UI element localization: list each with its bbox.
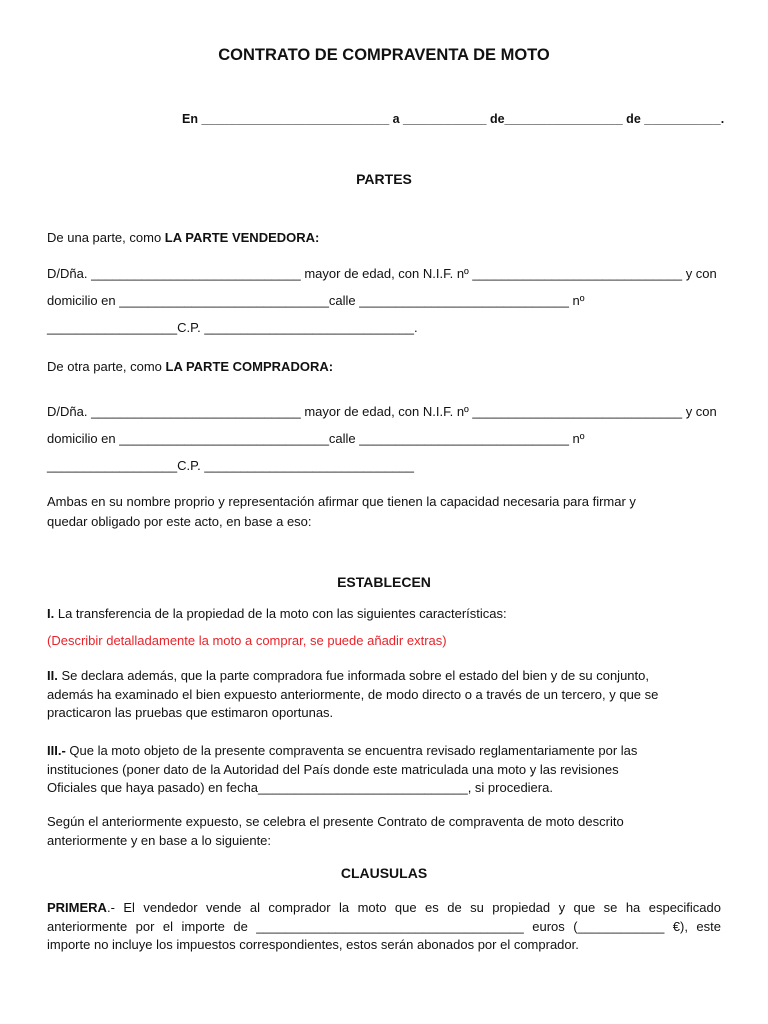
clause-iii-text: Que la moto objeto de la presente compraventa se encuentra revisado reglamentariamente por las xyxy=(65,743,638,758)
clause-primera-line-3: importe no incluye los impuestos correspondientes, estos serán abonados por el comprador. xyxy=(47,937,579,952)
section-heading-clausulas: CLAUSULAS xyxy=(340,865,428,881)
clause-ii-label: II. xyxy=(47,668,58,683)
buyer-intro-prefix: De otra parte, como xyxy=(47,359,166,374)
seller-intro-label: LA PARTE VENDEDORA: xyxy=(164,230,320,245)
capacity-statement-line-1: Ambas en su nombre proprio y representación afirmar que tienen la capacidad necesaria para firmar y xyxy=(47,494,636,509)
clause-primera-text: .- El vendedor vende al comprador la moto que es de su propiedad y que se ha especificado xyxy=(106,900,721,915)
section-heading-establecen: ESTABLECEN xyxy=(337,574,431,590)
clause-iii-line-1 xyxy=(47,743,721,758)
buyer-postcode-line: __________________C.P. _____________________________ xyxy=(47,458,415,473)
clause-i-label: I. xyxy=(47,606,55,621)
clause-iii-line-3: Oficiales que haya pasado) en fecha_____________________________, si procediera. xyxy=(47,780,553,795)
buyer-name-line: D/Dña. _____________________________ mayor de edad, con N.I.F. nº _____________________________ y con xyxy=(47,404,717,419)
summary-line-1: Según el anteriormente expuesto, se celebra el presente Contrato de compraventa de moto descrito xyxy=(47,814,624,829)
seller-postcode-line: __________________C.P. _____________________________. xyxy=(47,320,418,335)
clause-iii-label: III.- xyxy=(47,743,66,758)
buyer-intro-label: LA PARTE COMPRADORA: xyxy=(165,359,334,374)
section-heading-partes: PARTES xyxy=(356,171,412,187)
place-date-line: En ___________________________ a ____________ de_________________ de ___________. xyxy=(182,112,725,126)
document-title: CONTRATO DE COMPRAVENTA DE MOTO xyxy=(218,46,550,64)
moto-description-placeholder: (Describir detalladamente la moto a comprar, se puede añadir extras) xyxy=(47,633,447,648)
clause-ii-text: Se declara además, que la parte compradora fue informada sobre el estado del bien y de su conjunto, xyxy=(57,668,649,683)
clause-ii-line-1 xyxy=(47,668,721,683)
seller-intro xyxy=(47,230,721,245)
clause-ii-line-3: practicaron las pruebas que estimaron oportunas. xyxy=(47,705,334,720)
seller-name-line: D/Dña. _____________________________ mayor de edad, con N.I.F. nº _____________________________ y con xyxy=(47,266,717,281)
capacity-statement-line-2: quedar obligado por este acto, en base a eso: xyxy=(47,514,312,529)
clause-i-text: La transferencia de la propiedad de la moto con las siguientes características: xyxy=(54,606,507,621)
clause-primera-line-2: anteriormente por el importe de _____________________________________ euros (____________ €), este xyxy=(47,918,721,934)
clause-i xyxy=(47,606,721,621)
clause-ii-line-2: además ha examinado el bien expuesto anteriormente, de modo directo o a través de un tercero, y que se xyxy=(47,687,659,702)
buyer-intro xyxy=(47,359,721,374)
clause-iii-line-2: instituciones (poner dato de la Autoridad del País donde este matriculada una moto y las revisiones xyxy=(47,762,619,777)
buyer-address-line: domicilio en _____________________________calle _____________________________ nº xyxy=(47,431,585,446)
seller-address-line: domicilio en _____________________________calle _____________________________ nº xyxy=(47,293,585,308)
summary-line-2: anteriormente y en base a lo siguiente: xyxy=(47,833,272,848)
clause-primera xyxy=(47,899,721,955)
clause-primera-line-1 xyxy=(47,899,721,918)
seller-intro-prefix: De una parte, como xyxy=(47,230,165,245)
clause-primera-label: PRIMERA xyxy=(47,900,107,915)
